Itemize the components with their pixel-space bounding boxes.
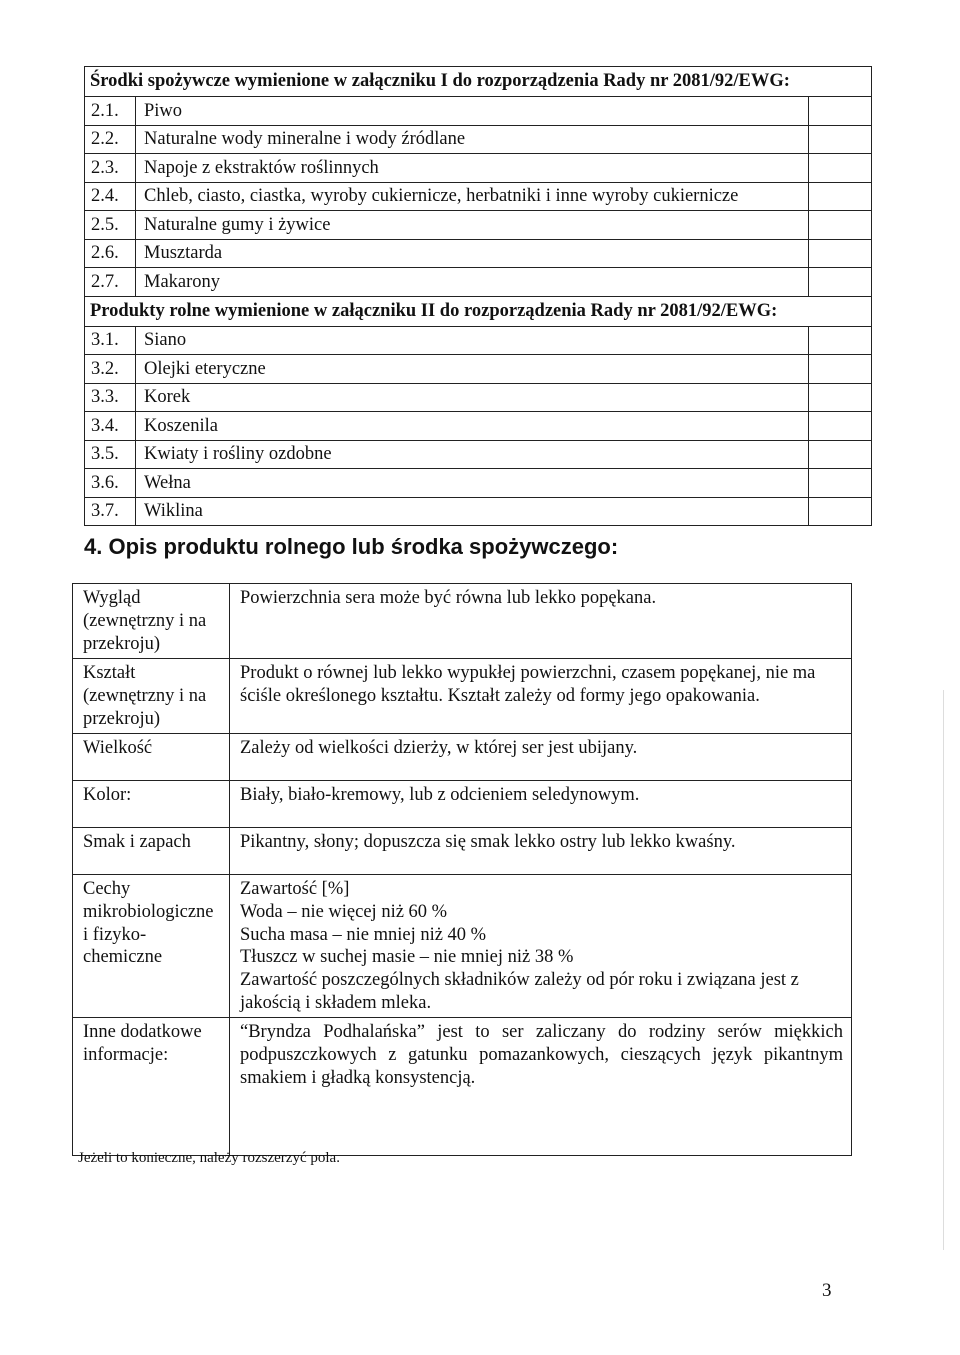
- footnote: Jeżeli to konieczne, należy rozszerzyć pola.: [78, 1150, 340, 1166]
- table-row: [85, 182, 872, 211]
- checkbox-cell[interactable]: [809, 440, 872, 469]
- annex1-header: Środki spożywcze wymienione w załączniku I do rozporządzenia Rady nr 2081/92/EWG:: [85, 67, 872, 97]
- row-value[interactable]: Produkt o równej lub lekko wypukłej powierzchni, czasem popękanej, nie ma ściśle określonego kształtu. Kształt zależy od formy jego opakowania.: [230, 658, 852, 733]
- table-row: [85, 154, 872, 183]
- item-label: Piwo: [136, 97, 809, 126]
- row-value[interactable]: Powierzchnia sera może być równa lub lekko popękana.: [230, 584, 852, 659]
- item-number: 2.5.: [85, 211, 136, 240]
- row-value[interactable]: Zależy od wielkości dzierży, w której ser jest ubijany.: [230, 733, 852, 780]
- row-label: Inne dodatkowe informacje:: [73, 1018, 230, 1156]
- table-row: [85, 383, 872, 412]
- item-number: 2.2.: [85, 125, 136, 154]
- item-number: 2.3.: [85, 154, 136, 183]
- row-value[interactable]: Biały, biało-kremowy, lub z odcieniem seledynowym.: [230, 780, 852, 827]
- item-label: Naturalne wody mineralne i wody źródlane: [136, 125, 809, 154]
- value-line: Zawartość [%]: [240, 878, 350, 899]
- table-row: [85, 497, 872, 526]
- item-label: Naturalne gumy i żywice: [136, 211, 809, 240]
- table-row: [85, 440, 872, 469]
- item-number: 2.7.: [85, 268, 136, 297]
- checkbox-cell[interactable]: [809, 125, 872, 154]
- value-line: Zawartość poszczególnych składników zależy od pór roku i związana jest z jakością i składem mleka.: [240, 970, 799, 1014]
- item-number: 3.5.: [85, 440, 136, 469]
- table-row: [73, 827, 852, 874]
- table-row: [85, 469, 872, 498]
- item-number: 3.3.: [85, 383, 136, 412]
- row-label: Cechy mikrobiologiczne i fizyko-chemiczne: [73, 874, 230, 1018]
- item-label: Olejki eteryczne: [136, 355, 809, 384]
- checkbox-cell[interactable]: [809, 383, 872, 412]
- item-number: 2.1.: [85, 97, 136, 126]
- checkbox-cell[interactable]: [809, 497, 872, 526]
- table-row: [73, 733, 852, 780]
- value-line: Tłuszcz w suchej masie – nie mniej niż 38 %: [240, 947, 574, 968]
- table-row: [85, 268, 872, 297]
- page-number: 3: [822, 1280, 832, 1301]
- item-number: 3.4.: [85, 412, 136, 441]
- row-label: Wielkość: [73, 733, 230, 780]
- scan-edge-line: [943, 690, 944, 1250]
- item-label: Koszenila: [136, 412, 809, 441]
- checkbox-cell[interactable]: [809, 355, 872, 384]
- value-line: Woda – nie więcej niż 60 %: [240, 901, 448, 922]
- table-row: [85, 97, 872, 126]
- row-value[interactable]: [230, 874, 852, 1018]
- row-value[interactable]: Pikantny, słony; dopuszcza się smak lekko ostry lub lekko kwaśny.: [230, 827, 852, 874]
- item-number: 2.4.: [85, 182, 136, 211]
- checkbox-cell[interactable]: [809, 326, 872, 355]
- item-label: Napoje z ekstraktów roślinnych: [136, 154, 809, 183]
- item-label: Makarony: [136, 268, 809, 297]
- row-label: Wygląd (zewnętrzny i na przekroju): [73, 584, 230, 659]
- item-label: Wełna: [136, 469, 809, 498]
- table-row: [73, 1018, 852, 1156]
- table-row: [73, 874, 852, 1018]
- item-number: 3.1.: [85, 326, 136, 355]
- section-title: 4. Opis produktu rolnego lub środka spożywczego:: [84, 534, 619, 559]
- item-label: Wiklina: [136, 497, 809, 526]
- table-row: [73, 658, 852, 733]
- item-label: Musztarda: [136, 239, 809, 268]
- item-number: 2.6.: [85, 239, 136, 268]
- checkbox-cell[interactable]: [809, 154, 872, 183]
- table-row: [85, 239, 872, 268]
- table-row: [73, 780, 852, 827]
- checkbox-cell[interactable]: [809, 239, 872, 268]
- value-line: Sucha masa – nie mniej niż 40 %: [240, 924, 487, 945]
- annex2-header: Produkty rolne wymienione w załączniku II do rozporządzenia Rady nr 2081/92/EWG:: [85, 296, 872, 326]
- item-number: 3.6.: [85, 469, 136, 498]
- item-number: 3.2.: [85, 355, 136, 384]
- table-row: [85, 125, 872, 154]
- checkbox-cell[interactable]: [809, 268, 872, 297]
- checkbox-cell[interactable]: [809, 469, 872, 498]
- row-value[interactable]: “Bryndza Podhalańska” jest to ser zaliczany do rodziny serów miękkich podpuszczkowych z gatunku pomazankowych, cieszących język pikantnym smakiem i gładką konsystencją.: [230, 1018, 852, 1156]
- item-label: Kwiaty i rośliny ozdobne: [136, 440, 809, 469]
- product-description-table: [72, 583, 852, 1156]
- row-label: Smak i zapach: [73, 827, 230, 874]
- item-number: 3.7.: [85, 497, 136, 526]
- checkbox-cell[interactable]: [809, 97, 872, 126]
- table-row: [85, 412, 872, 441]
- checkbox-cell[interactable]: [809, 182, 872, 211]
- checkbox-cell[interactable]: [809, 412, 872, 441]
- item-label: Siano: [136, 326, 809, 355]
- checkbox-cell[interactable]: [809, 211, 872, 240]
- row-label: Kształt (zewnętrzny i na przekroju): [73, 658, 230, 733]
- table-row: [73, 584, 852, 659]
- product-category-table: [84, 66, 872, 526]
- item-label: Chleb, ciasto, ciastka, wyroby cukiernicze, herbatniki i inne wyroby cukiernicze: [136, 182, 809, 211]
- table-row: [85, 326, 872, 355]
- table-row: [85, 211, 872, 240]
- row-label: Kolor:: [73, 780, 230, 827]
- item-label: Korek: [136, 383, 809, 412]
- table-row: [85, 355, 872, 384]
